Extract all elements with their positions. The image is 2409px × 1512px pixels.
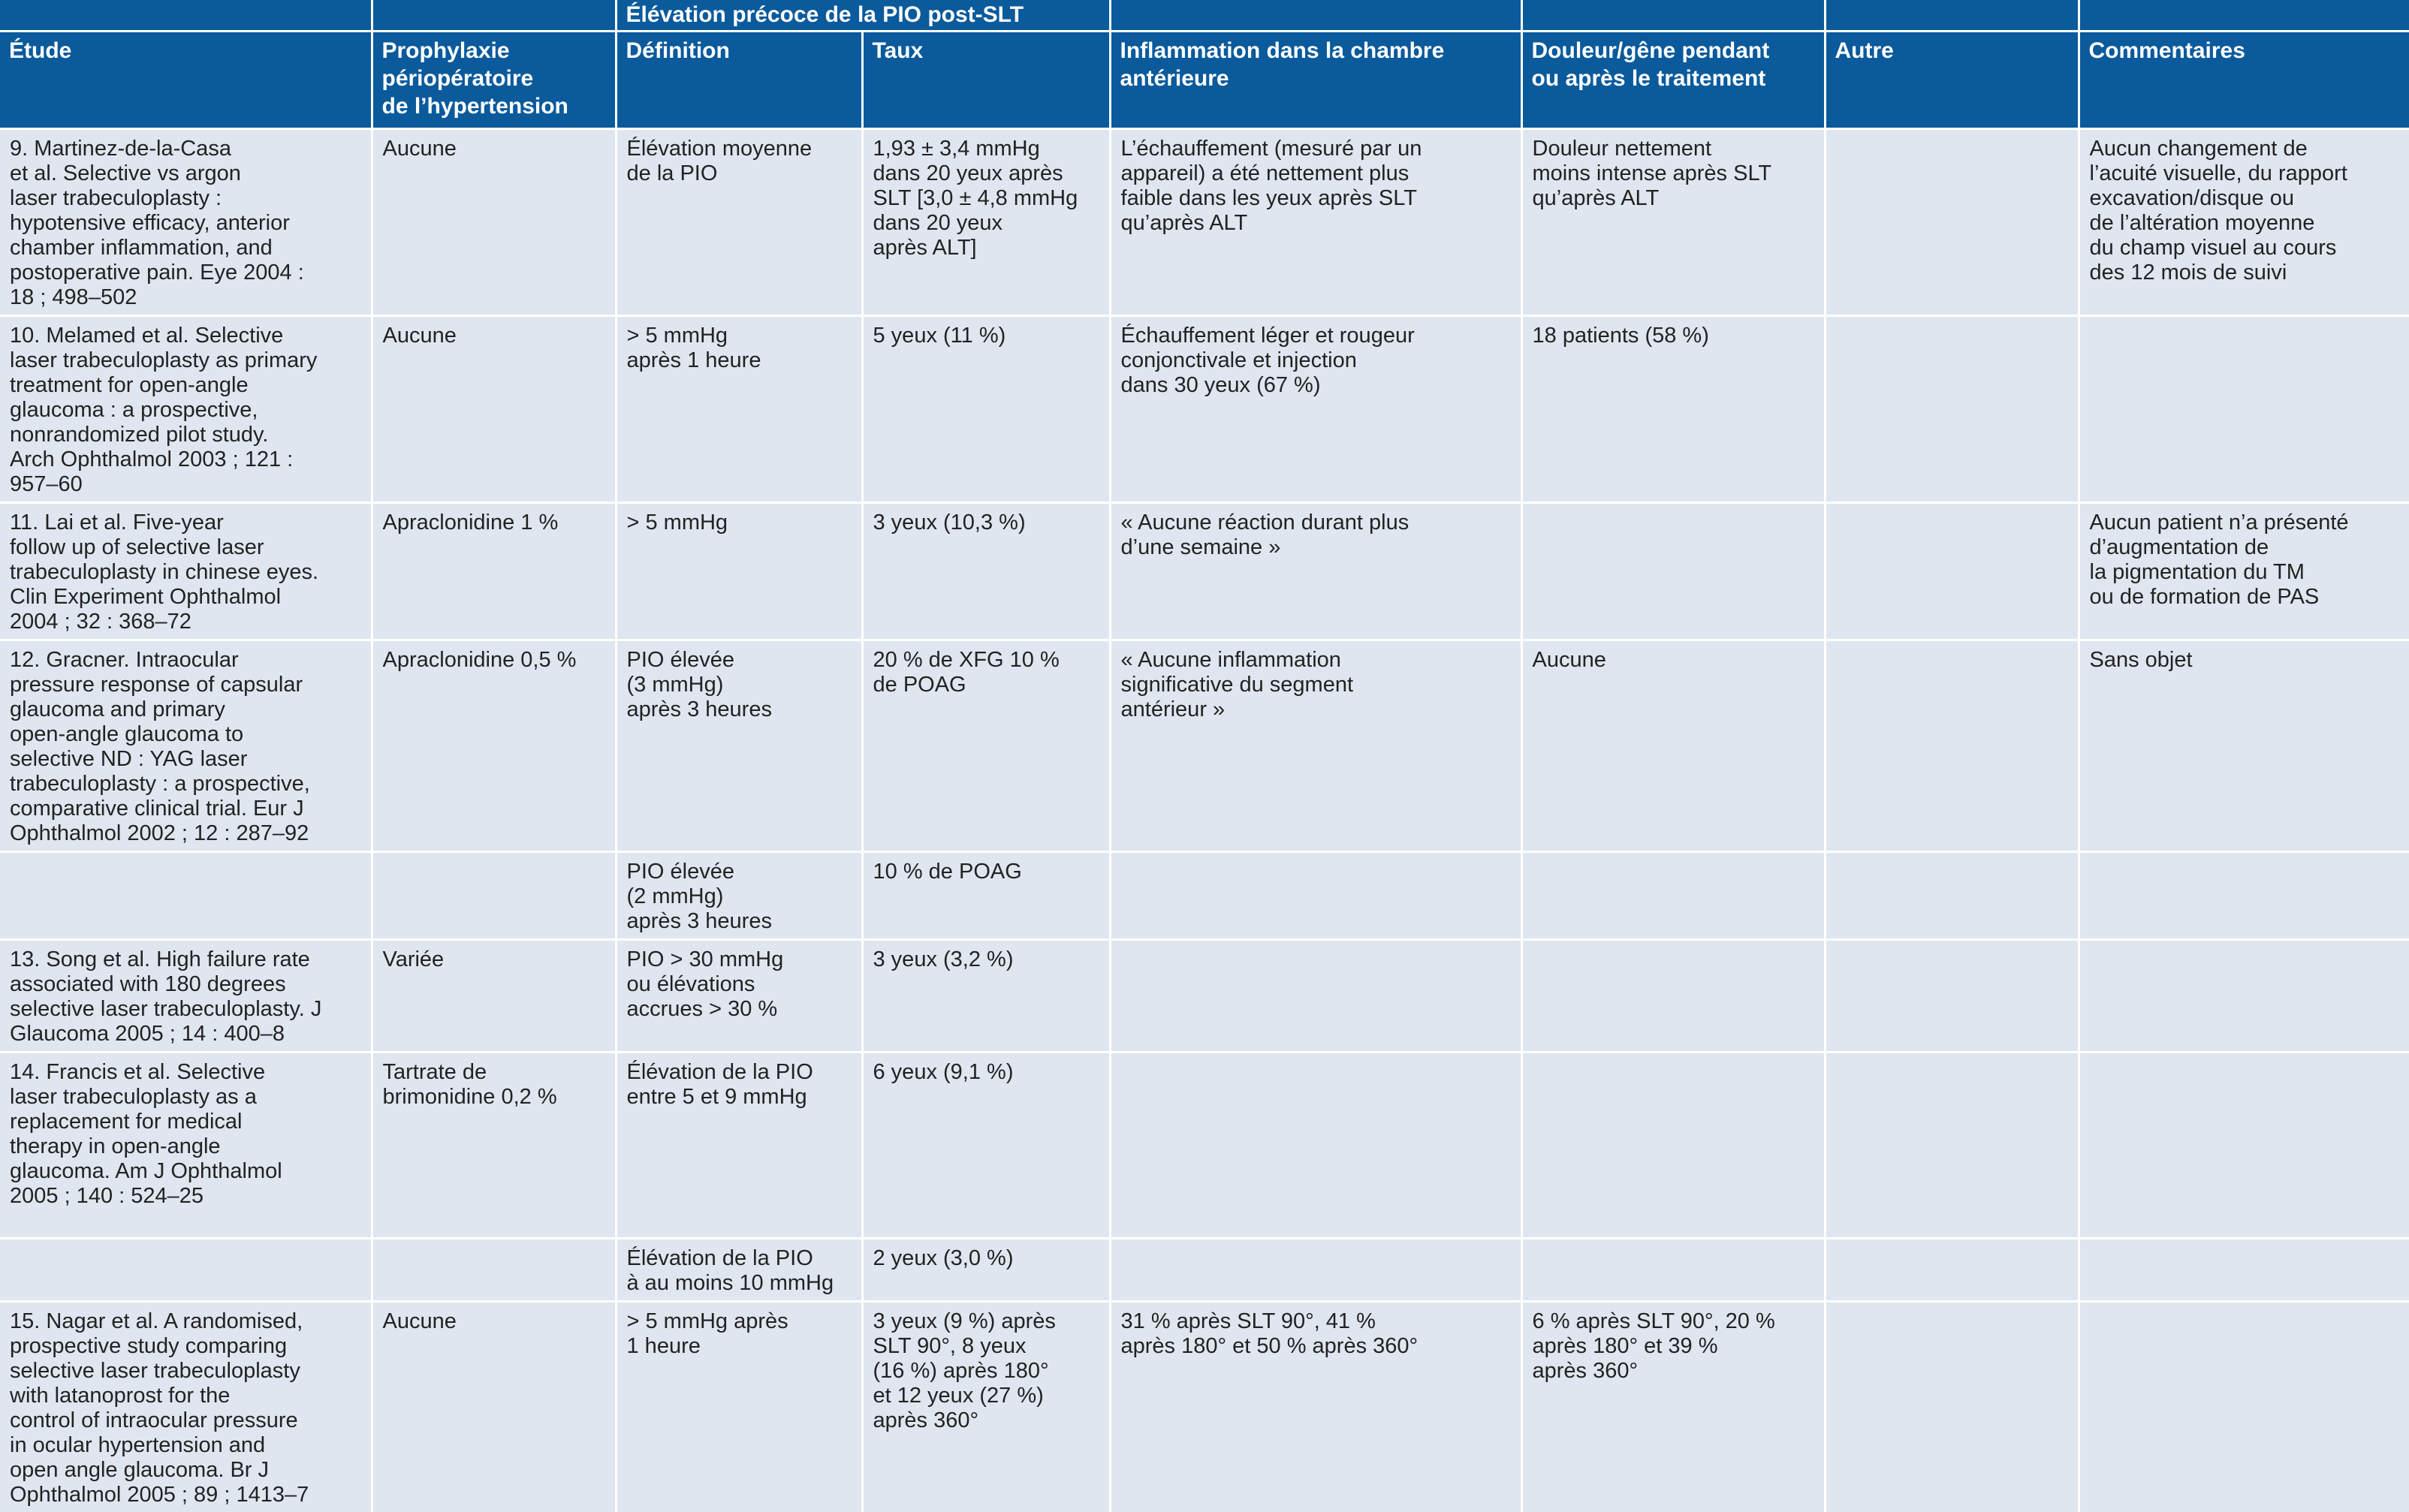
- cell-douleur: Douleur nettement moins intense après SLT qu’après ALT: [1521, 129, 1825, 316]
- cell-inflammation: [1110, 940, 1521, 1053]
- cell-inflammation: « Aucune réaction durant plus d’une semaine »: [1110, 503, 1521, 640]
- cell-autre: [1825, 316, 2079, 503]
- cell-taux: 6 yeux (9,1 %): [862, 1053, 1110, 1239]
- header-group-blank: [1521, 0, 1825, 32]
- cell-definition: Élévation de la PIO entre 5 et 9 mmHg: [616, 1053, 862, 1239]
- cell-definition: Élévation de la PIO à au moins 10 mmHg: [616, 1239, 862, 1302]
- cell-etude: 11. Lai et al. Five-year follow up of selective laser trabeculoplasty in chinese eyes. Clin Experiment Ophthalmol 2004 ; 32 : 368–72: [0, 503, 372, 640]
- cell-prophylaxie: [372, 852, 616, 940]
- cell-prophylaxie: Tartrate de brimonidine 0,2 %: [372, 1053, 616, 1239]
- cell-autre: [1825, 1302, 2079, 1512]
- cell-commentaires: Sans objet: [2079, 640, 2409, 852]
- cell-commentaires: [2079, 316, 2409, 503]
- cell-taux: 5 yeux (11 %): [862, 316, 1110, 503]
- cell-etude: [0, 1239, 372, 1302]
- cell-taux: 20 % de XFG 10 % de POAG: [862, 640, 1110, 852]
- cell-definition: PIO élevée (2 mmHg) après 3 heures: [616, 852, 862, 940]
- cell-prophylaxie: Variée: [372, 940, 616, 1053]
- cell-definition: > 5 mmHg après 1 heure: [616, 316, 862, 503]
- cell-inflammation: 31 % après SLT 90°, 41 % après 180° et 50 % après 360°: [1110, 1302, 1521, 1512]
- cell-autre: [1825, 129, 2079, 316]
- header-group-blank: [2079, 0, 2409, 32]
- cell-douleur: [1521, 1053, 1825, 1239]
- table-row: [0, 129, 2409, 316]
- column-header-inflammation: Inflammation dans la chambre antérieure: [1110, 32, 1521, 129]
- cell-inflammation: Échauffement léger et rougeur conjonctivale et injection dans 30 yeux (67 %): [1110, 316, 1521, 503]
- cell-prophylaxie: [372, 1239, 616, 1302]
- cell-definition: > 5 mmHg: [616, 503, 862, 640]
- cell-commentaires: Aucun patient n’a présenté d’augmentation de la pigmentation du TM ou de formation de PAS: [2079, 503, 2409, 640]
- cell-prophylaxie: Apraclonidine 0,5 %: [372, 640, 616, 852]
- cell-commentaires: [2079, 940, 2409, 1053]
- cell-definition: > 5 mmHg après 1 heure: [616, 1302, 862, 1512]
- cell-douleur: [1521, 940, 1825, 1053]
- cell-prophylaxie: Aucune: [372, 316, 616, 503]
- cell-douleur: 18 patients (58 %): [1521, 316, 1825, 503]
- cell-etude: 10. Melamed et al. Selective laser trabeculoplasty as primary treatment for open-angle glaucoma : a prospective, nonrandomized pilot study. Arch Ophthalmol 2003 ; 121 : 957–60: [0, 316, 372, 503]
- cell-inflammation: [1110, 1239, 1521, 1302]
- table-row: [0, 1302, 2409, 1512]
- cell-taux: 10 % de POAG: [862, 852, 1110, 940]
- header-group-blank: [372, 0, 616, 32]
- header-group-blank: [1825, 0, 2079, 32]
- column-header-commentaires: Commentaires: [2079, 32, 2409, 129]
- cell-commentaires: Aucun changement de l’acuité visuelle, du rapport excavation/disque ou de l’altération moyenne du champ visuel au cours des 12 mois de suivi: [2079, 129, 2409, 316]
- cell-douleur: [1521, 503, 1825, 640]
- column-header-taux: Taux: [862, 32, 1110, 129]
- header-group-label: Élévation précoce de la PIO post-SLT: [616, 0, 1110, 32]
- cell-inflammation: « Aucune inflammation significative du segment antérieur »: [1110, 640, 1521, 852]
- cell-taux: 3 yeux (3,2 %): [862, 940, 1110, 1053]
- column-header-etude: Étude: [0, 32, 372, 129]
- cell-prophylaxie: Aucune: [372, 1302, 616, 1512]
- cell-etude: [0, 852, 372, 940]
- cell-definition: PIO élevée (3 mmHg) après 3 heures: [616, 640, 862, 852]
- table-row: [0, 1053, 2409, 1239]
- cell-autre: [1825, 1053, 2079, 1239]
- table-row: [0, 316, 2409, 503]
- table-row: [0, 1239, 2409, 1302]
- cell-taux: 1,93 ± 3,4 mmHg dans 20 yeux après SLT [3,0 ± 4,8 mmHg dans 20 yeux après ALT]: [862, 129, 1110, 316]
- cell-definition: Élévation moyenne de la PIO: [616, 129, 862, 316]
- header-group-row: [0, 0, 2409, 32]
- cell-autre: [1825, 940, 2079, 1053]
- cell-etude: 12. Gracner. Intraocular pressure response of capsular glaucoma and primary open-angle glaucoma to selective ND : YAG laser trabeculoplasty : a prospective, comparative clinical trial. Eur J Ophthalmol 2002 ; 12 : 287–92: [0, 640, 372, 852]
- cell-commentaires: [2079, 1239, 2409, 1302]
- cell-douleur: [1521, 852, 1825, 940]
- cell-prophylaxie: Aucune: [372, 129, 616, 316]
- table-body: [0, 129, 2409, 1512]
- cell-commentaires: [2079, 1053, 2409, 1239]
- header-column-row: [0, 32, 2409, 129]
- cell-etude: 13. Song et al. High failure rate associated with 180 degrees selective laser trabeculoplasty. J Glaucoma 2005 ; 14 : 400–8: [0, 940, 372, 1053]
- cell-inflammation: L’échauffement (mesuré par un appareil) a été nettement plus faible dans les yeux après SLT qu’après ALT: [1110, 129, 1521, 316]
- header-group-blank: [1110, 0, 1521, 32]
- cell-douleur: Aucune: [1521, 640, 1825, 852]
- table-row: [0, 852, 2409, 940]
- cell-douleur: 6 % après SLT 90°, 20 % après 180° et 39 % après 360°: [1521, 1302, 1825, 1512]
- cell-commentaires: [2079, 852, 2409, 940]
- cell-autre: [1825, 1239, 2079, 1302]
- column-header-douleur: Douleur/gêne pendant ou après le traitement: [1521, 32, 1825, 129]
- cell-etude: 14. Francis et al. Selective laser trabeculoplasty as a replacement for medical therapy in open-angle glaucoma. Am J Ophthalmol 2005 ; 140 : 524–25: [0, 1053, 372, 1239]
- column-header-definition: Définition: [616, 32, 862, 129]
- cell-definition: PIO > 30 mmHg ou élévations accrues > 30 %: [616, 940, 862, 1053]
- column-header-prophylaxie: Prophylaxie périopératoire de l’hypertension: [372, 32, 616, 129]
- cell-commentaires: [2079, 1302, 2409, 1512]
- cell-etude: 9. Martinez-de-la-Casa et al. Selective vs argon laser trabeculoplasty : hypotensive efficacy, anterior chamber inflammation, and postoperative pain. Eye 2004 : 18 ; 498–502: [0, 129, 372, 316]
- cell-taux: 3 yeux (9 %) après SLT 90°, 8 yeux (16 %) après 180° et 12 yeux (27 %) après 360°: [862, 1302, 1110, 1512]
- table-row: [0, 940, 2409, 1053]
- cell-taux: 3 yeux (10,3 %): [862, 503, 1110, 640]
- cell-inflammation: [1110, 1053, 1521, 1239]
- cell-autre: [1825, 503, 2079, 640]
- cell-prophylaxie: Apraclonidine 1 %: [372, 503, 616, 640]
- cell-autre: [1825, 852, 2079, 940]
- cell-inflammation: [1110, 852, 1521, 940]
- table-row: [0, 503, 2409, 640]
- cell-taux: 2 yeux (3,0 %): [862, 1239, 1110, 1302]
- cell-autre: [1825, 640, 2079, 852]
- header-group-blank: [0, 0, 372, 32]
- cell-douleur: [1521, 1239, 1825, 1302]
- cell-etude: 15. Nagar et al. A randomised, prospective study comparing selective laser trabeculoplasty with latanoprost for the control of intraocular pressure in ocular hypertension and open angle glaucoma. Br J Ophthalmol 2005 ; 89 ; 1413–7: [0, 1302, 372, 1512]
- column-header-autre: Autre: [1825, 32, 2079, 129]
- table-row: [0, 640, 2409, 852]
